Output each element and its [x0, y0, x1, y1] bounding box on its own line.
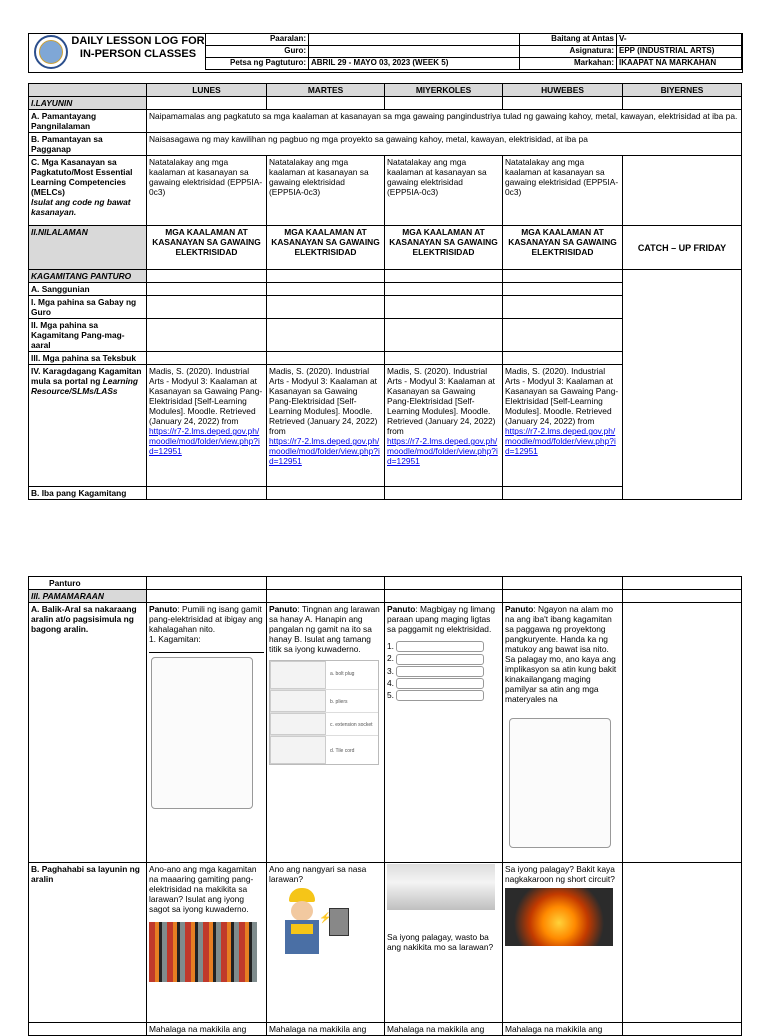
panuto-label: Panuto [269, 604, 298, 614]
answer-scroll-box[interactable] [509, 718, 611, 848]
match-option-c: c. extension socket [330, 722, 373, 728]
melc-label: C. Mga Kasanayan sa Pagkatuto/Most Essential Learning Competencies (MELCs) [31, 157, 133, 197]
nilalaman-huwebes: MGA KAALAMAN AT KASANAYAN SA GAWAING ELEKTRISIDAD [503, 226, 623, 270]
day-header-biyernes: BIYERNES [623, 84, 742, 97]
markahan-label: Markahan: [520, 58, 617, 70]
pamantayang-pangnilalaman-text: Naipamamalas ang pagkatuto sa mga kaalaman at kasanayan sa mga gawaing pangindustriya tulad ng gawaing kahoy, metal, kawayan, elektrisidad at iba pa. [147, 110, 742, 133]
next-row-miyerkoles: Mahalaga na makikila ang [385, 1023, 503, 1036]
extension-socket-image [270, 736, 326, 764]
melc-biyernes [623, 156, 742, 226]
kagamitan-line: 1. Kagamitan: [149, 634, 201, 644]
petsa-label: Petsa ng Pagtuturo: [206, 58, 309, 70]
paghahabi-martes [267, 863, 385, 1023]
balik-martes-text: : Tingnan ang larawan sa hanay A. Hanapin ang pangalan ng gamit na ito sa hanay B. Isulat ang tamang titik sa iyong kuwaderno. [269, 604, 380, 654]
asignatura-label: Asignatura: [520, 46, 617, 58]
ref-link[interactable]: https://r7-2.lms.deped.gov.ph/moodle/mod/folder/view.php?id=12951 [387, 436, 498, 466]
panuto-label: Panuto [149, 604, 178, 614]
panuto-label: Panuto [505, 604, 534, 614]
paghahabi-lunes-text: Ano-ano ang mga kagamitan na maaaring gamiting pang-elektrisidad na makikita sa larawan? Isulat ang iyong sagot sa iyong kuwaderno. [149, 864, 257, 914]
melc-miyerkoles: Natatalakay ang mga kaalaman at kasanayan sa gawaing elektrisidad (EPP5IA-0c3) [385, 156, 503, 226]
match-option-d: d. Tile cord [330, 748, 355, 754]
screwdriver-image [270, 690, 326, 712]
day-header-martes: MARTES [267, 84, 385, 97]
answer-num-2: 2. [387, 653, 394, 664]
guro-label: Guro: [206, 46, 309, 58]
paghahabi-miyerkoles-text: Sa iyong palagay, wasto ba ang nakikita mo sa larawan? [387, 932, 494, 952]
title-line-2: IN-PERSON CLASSES [79, 48, 197, 60]
balik-aral-huwebes [503, 603, 623, 863]
asignatura-value[interactable]: EPP (INDUSTRIAL ARTS) [617, 46, 742, 58]
ref-text: Madis, S. (2020). Industrial Arts - Modyul 3: Kaalaman at Kasanayan sa Gawaing Pang-Elektrisidad [Self-Learning Modules]. Moodle. Retrieved (January 24, 2022) from [149, 366, 263, 426]
pamantayan-pagganap-text: Naisasagawa ng may kawilihan ng pagbuo ng mga proyekto sa gawaing kahoy, metal, kawayan, elektrisidad, at iba pa [147, 133, 742, 156]
nilalaman-miyerkoles: MGA KAALAMAN AT KASANAYAN SA GAWAING ELEKTRISIDAD [385, 226, 503, 270]
ref-text: Madis, S. (2020). Industrial Arts - Modyul 3: Kaalaman at Kasanayan sa Gawaing Pang-Elektrisidad [Self-Learning Modules]. Moodle. Retrieved (January 24, 2022) from [387, 366, 496, 436]
match-option-b: b. pliers [330, 699, 348, 705]
iba-pang-kagamitang-label: B. Iba pang Kagamitang [29, 487, 147, 500]
ref-huwebes [503, 365, 623, 487]
balik-aral-lunes [147, 603, 267, 863]
balik-lunes-text: : Pumili ng isang gamit pang-elektrisidad at ibigay ang kahalagahan nito. [149, 604, 263, 634]
panturo-label: Panturo [29, 577, 147, 590]
paghahabi-label: B. Paghahabi sa layunin ng aralin [29, 863, 147, 1023]
ref-text: Madis, S. (2020). Industrial Arts - Modyul 3: Kaalaman at Kasanayan sa Gawaing Pang-Elektrisidad [Self-Learning Modules]. Moodle. Retrieved (January 24, 2022) from [269, 366, 378, 436]
nilalaman-heading: II.NILALAMAN [29, 226, 147, 270]
layunin-heading: I.LAYUNIN [29, 97, 147, 110]
ref-miyerkoles [385, 365, 503, 487]
melc-label-cell [29, 156, 147, 226]
balik-aral-biyernes [623, 603, 742, 863]
matching-figure [269, 660, 379, 765]
short-circuit-fire-image [505, 888, 613, 946]
next-row-label [29, 1023, 147, 1036]
pliers-image [270, 661, 326, 689]
tools-image [149, 922, 257, 982]
nilalaman-martes: MGA KAALAMAN AT KASANAYAN SA GAWAING ELEKTRISIDAD [267, 226, 385, 270]
answer-box-4[interactable] [396, 678, 484, 689]
paghahabi-martes-text: Ano ang nangyari sa nasa larawan? [269, 864, 367, 884]
ref-lunes [147, 365, 267, 487]
answer-scroll-box[interactable] [151, 657, 253, 809]
answer-num-5: 5. [387, 690, 394, 701]
answer-box-5[interactable] [396, 690, 484, 701]
pamantayang-pangnilalaman-label: A. Pamantayang Pangnilalaman [29, 110, 147, 133]
pahina-gabay-label: I. Mga pahina sa Gabay ng Guro [29, 296, 147, 319]
melc-lunes: Natatalakay ang mga kaalaman at kasanayan sa gawaing elektrisidad (EPP5IA-0c3) [147, 156, 267, 226]
balik-aral-martes [267, 603, 385, 863]
doc-title [70, 35, 206, 61]
kagamitang-panturo-heading: KAGAMITANG PANTURO [29, 270, 147, 283]
paghahabi-miyerkoles [385, 863, 503, 1023]
paaralan-label: Paaralan: [206, 34, 309, 46]
title-line-1: DAILY LESSON LOG FOR [71, 35, 205, 47]
pamamaraan-heading: III. PAMAMARAAN [29, 590, 147, 603]
match-option-a: a. bolt plug [330, 671, 355, 677]
melc-huwebes: Natatalakay ang mga kaalaman at kasanayan sa gawaing elektrisidad (EPP5IA-0c3) [503, 156, 623, 226]
panuto-label: Panuto [387, 604, 416, 614]
answer-list [387, 640, 500, 701]
guro-value[interactable] [309, 46, 520, 58]
paaralan-value[interactable] [309, 34, 520, 46]
pamantayan-pagganap-label: B. Pamantayan sa Pagganap [29, 133, 147, 156]
header-table [205, 33, 742, 70]
markahan-value[interactable]: IKAAPAT NA MARKAHAN [617, 58, 742, 70]
karagdagang-label-cell [29, 365, 147, 487]
ref-link[interactable]: https://r7-2.lms.deped.gov.ph/moodle/mod/folder/view.php?id=12951 [505, 426, 616, 456]
next-row-huwebes: Mahalaga na makikila ang [503, 1023, 623, 1036]
ref-link[interactable]: https://r7-2.lms.deped.gov.ph/moodle/mod/folder/view.php?id=12951 [149, 426, 260, 456]
corner-cell [29, 84, 147, 97]
answer-num-4: 4. [387, 677, 394, 688]
answer-box-2[interactable] [396, 654, 484, 665]
answer-num-1: 1. [387, 641, 394, 651]
pahina-teksbuk-label: III. Mga pahina sa Teksbuk [29, 352, 147, 365]
pahina-kagamitan-label: II. Mga pahina sa Kagamitang Pang-mag-aaral [29, 319, 147, 352]
lesson-table-part2 [28, 576, 742, 1036]
karagdagang-italic: Learning Resource/SLMs/LASs [31, 376, 139, 396]
ref-martes [267, 365, 385, 487]
next-row-biyernes [623, 1023, 742, 1036]
plug-image [270, 713, 326, 735]
sanggunian-label: A. Sanggunian [29, 283, 147, 296]
lesson-table-part1 [28, 83, 742, 500]
karagdagang-label: IV. Karagdagang Kagamitan mula sa portal ng [31, 366, 142, 386]
extension-cords-image [387, 864, 495, 910]
paghahabi-biyernes [623, 863, 742, 1023]
ref-link[interactable]: https://r7-2.lms.deped.gov.ph/moodle/mod/folder/view.php?id=12951 [269, 436, 380, 466]
day-header-miyerkoles: MIYERKOLES [385, 84, 503, 97]
paghahabi-huwebes [503, 863, 623, 1023]
catchup-friday: CATCH – UP FRIDAY [623, 226, 742, 270]
day-header-huwebes: HUWEBES [503, 84, 623, 97]
day-header-lunes: LUNES [147, 84, 267, 97]
deped-seal-icon [34, 35, 68, 69]
nilalaman-lunes: MGA KAALAMAN AT KASANAYAN SA GAWAING ELEKTRISIDAD [147, 226, 267, 270]
answer-num-3: 3. [387, 665, 394, 676]
answer-box-1[interactable] [396, 641, 484, 652]
ref-text: Madis, S. (2020). Industrial Arts - Modyul 3: Kaalaman at Kasanayan sa Gawaing Pang-Elektrisidad [Self-Learning Modules]. Moodle. Retrieved (January 24, 2022) from [505, 366, 619, 426]
melc-note: Isulat ang code ng bawat kasanayan. [31, 197, 131, 217]
next-row-martes: Mahalaga na makikila ang [267, 1023, 385, 1036]
baitang-label: Baitang at Antas [520, 34, 617, 46]
answer-box-3[interactable] [396, 666, 484, 677]
balik-aral-miyerkoles [385, 603, 503, 863]
balik-aral-label: A. Balik-Aral sa nakaraang aralin at/o pagsisimula ng bagong aralin. [29, 603, 147, 863]
petsa-value[interactable]: ABRIL 29 - MAYO 03, 2023 (WEEK 5) [309, 58, 520, 70]
paghahabi-huwebes-text: Sa iyong palagay? Bakit kaya nagkakaroon ng short circuit? [505, 864, 615, 884]
balik-huwebes-text: : Ngayon na alam mo na ang iba't ibang kagamitan sa paggawa ng proyektong pangkuryente. Handa ka ng matukoy ang bawat isa nito. Sa palagay mo, ano kaya ang implikasyon sa atin kung bakit kinakailangang maging pamilyar sa atin ang mga materyales na [505, 604, 617, 704]
paghahabi-lunes [147, 863, 267, 1023]
answer-line[interactable] [149, 646, 264, 653]
next-row-lunes: Mahalaga na makikila ang [147, 1023, 267, 1036]
balik-miyerkoles-text: : Magbigay ng limang paraan upang maging ligtas sa paggamit ng elektrisidad. [387, 604, 495, 634]
baitang-value[interactable]: V- [617, 34, 742, 46]
electrocuted-worker-image: ⚡ [273, 886, 357, 966]
melc-martes: Natatalakay ang mga kaalaman at kasanayan sa gawaing elektrisidad (EPP5IA-0c3) [267, 156, 385, 226]
